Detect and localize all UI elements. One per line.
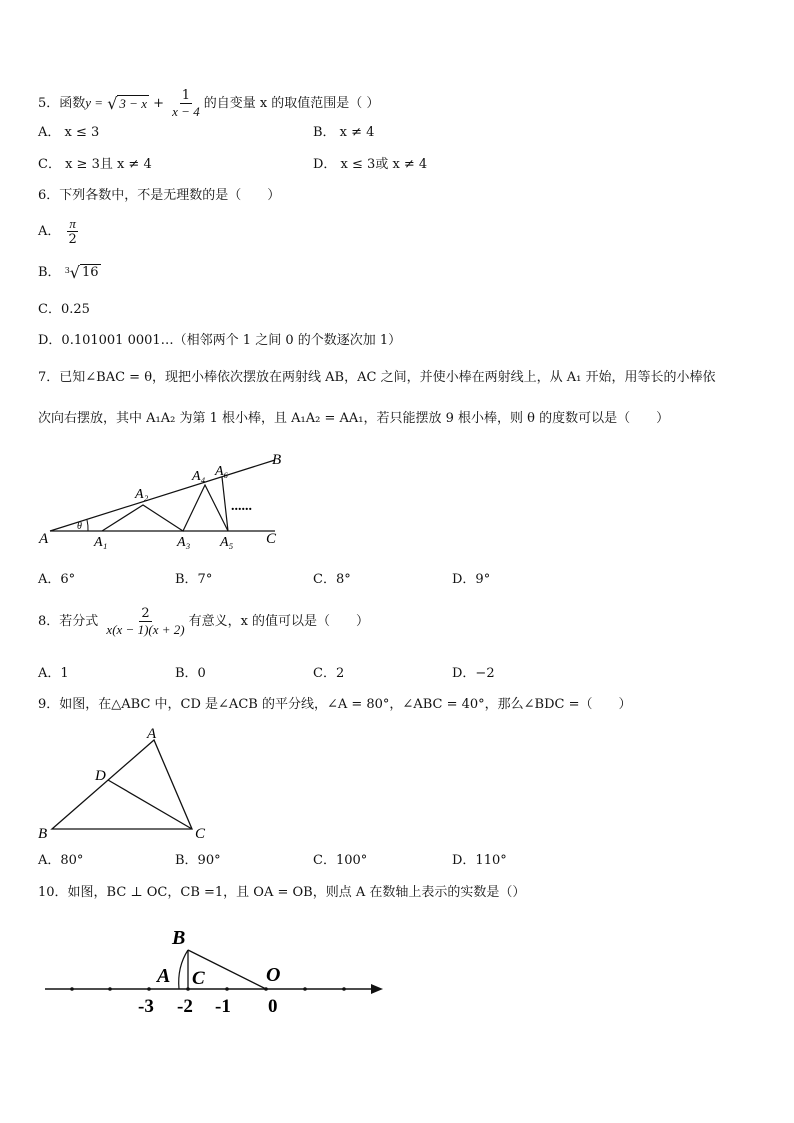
label-b: B — [172, 927, 186, 949]
q5-option-b[interactable]: B． x ≠ 4 — [313, 125, 375, 140]
q7-option-b[interactable]: B．7° — [175, 572, 213, 587]
q6-option-b[interactable]: B． 3 √ 16 — [38, 263, 99, 282]
question-10-stem: 10．如图，BC ⊥ OC，CB =1，且 OA = OB，则点 A 在数轴上表示的实数是（） — [38, 885, 526, 900]
theta-arc — [87, 520, 88, 531]
q8-fraction: $\frac{2}{x(x - 1)(x + 2)}$ — [106, 606, 185, 637]
label-a: A — [39, 531, 49, 547]
tick-dot — [342, 987, 346, 991]
ray-ab — [50, 460, 275, 531]
tick-dot — [303, 987, 307, 991]
q9-option-c[interactable]: C．100° — [313, 853, 368, 868]
label-a5: A₅ — [220, 535, 234, 550]
q9-option-d[interactable]: D．110° — [452, 853, 507, 868]
label-a1: A₁ — [94, 535, 108, 550]
question-5-stem — [38, 88, 379, 119]
label-a4: A₄ — [192, 469, 206, 484]
question-9-stem: 9．如图，在△ABC 中，CD 是∠ACB 的平分线，∠A = 80°，∠ABC = 40°，那么∠BDC =（ ） — [38, 697, 632, 712]
tick-dot — [70, 987, 74, 991]
q8-option-d[interactable]: D．−2 — [452, 666, 495, 681]
tick-label-minus-1: -1 — [215, 996, 231, 1017]
q9-option-a[interactable]: A．80° — [38, 853, 84, 868]
q7-option-a[interactable]: A．6° — [38, 572, 76, 587]
q6-pi-over-2: $\frac{\pi}{2}$ — [68, 216, 77, 247]
tick-label-zero: 0 — [268, 996, 278, 1017]
continuation-dots: ...... — [231, 499, 252, 514]
question-6-stem: 6．下列各数中，不是无理数的是（ ） — [38, 188, 281, 203]
axis-arrow — [371, 984, 383, 994]
tick-label-minus-3: -3 — [138, 996, 154, 1017]
label-b: B — [272, 452, 282, 468]
question-7-stem-line-2: 次向右摆放，其中 A₁A₂ 为第 1 根小棒，且 A₁A₂ = AA₁，若只能摆放 9 根小棒，则 θ 的度数可以是（ ） — [38, 411, 670, 426]
label-c: C — [195, 826, 206, 842]
label-a3: A₃ — [177, 535, 191, 550]
q5-option-d[interactable]: D． x ≤ 3或 x ≠ 4 — [313, 157, 428, 172]
q7-option-d[interactable]: D．9° — [452, 572, 491, 587]
q5-tail: 的自变量 x 的取值范围是（ ） — [203, 96, 380, 111]
tick-dot — [147, 987, 151, 991]
q5-plus: + — [153, 96, 165, 111]
q7-option-c[interactable]: C．8° — [313, 572, 351, 587]
question-8-stem — [38, 606, 369, 637]
label-a2: A₂ — [135, 487, 149, 502]
q8-tail: 有意义，x 的值可以是（ ） — [188, 614, 370, 629]
q6-option-d[interactable]: D．0.101001 0001…（相邻两个 1 之间 0 的个数逐次加 1） — [38, 333, 402, 348]
q5-fraction: $\frac{1}{x - 4}$ — [172, 88, 200, 119]
q8-option-c[interactable]: C．2 — [313, 666, 345, 681]
sticks-zigzag — [102, 477, 228, 531]
label-c: C — [192, 968, 205, 989]
theta-label: θ — [77, 521, 82, 532]
q8-option-a[interactable]: A．1 — [38, 666, 69, 681]
q8-option-b[interactable]: B．0 — [175, 666, 206, 681]
q6-option-c[interactable]: C．0.25 — [38, 302, 90, 317]
label-a6: A₆ — [215, 464, 229, 479]
label-d: D — [95, 768, 106, 784]
tick-dot — [225, 987, 229, 991]
label-a: A — [157, 965, 171, 987]
triangle-abc — [52, 740, 192, 829]
tick-label-minus-2: -2 — [177, 996, 193, 1017]
q5-option-a[interactable]: A． x ≤ 3 — [38, 125, 100, 140]
label-o: O — [266, 964, 281, 986]
q5-sqrt: √ 3 − x — [107, 94, 147, 113]
bisector-cd — [108, 780, 192, 829]
q6-cube-root: 3 √ 16 — [64, 263, 99, 282]
question-7-stem-line-1: 7．已知∠BAC = θ，现把小棒依次摆放在两射线 AB，AC 之间，并使小棒在两射线上，从 A₁ 开始，用等长的小棒依 — [38, 370, 716, 385]
tick-dot — [108, 987, 112, 991]
q8-prefix: 8．若分式 — [38, 614, 99, 629]
q10-number-line-figure — [40, 922, 390, 1022]
label-a: A — [147, 726, 157, 742]
label-c: C — [266, 531, 277, 547]
q5-y-eq: y = — [85, 95, 104, 110]
label-b: B — [38, 826, 48, 842]
q7-angle-figure — [30, 448, 300, 553]
q9-option-b[interactable]: B．90° — [175, 853, 221, 868]
q5-option-c[interactable]: C． x ≥ 3且 x ≠ 4 — [38, 157, 152, 172]
q9-triangle-figure — [30, 722, 220, 844]
q6-option-a[interactable]: A． $\frac{\pi}{2}$ — [38, 216, 77, 247]
arc-ba — [179, 950, 188, 989]
q5-number: 5．函数 — [38, 96, 86, 111]
